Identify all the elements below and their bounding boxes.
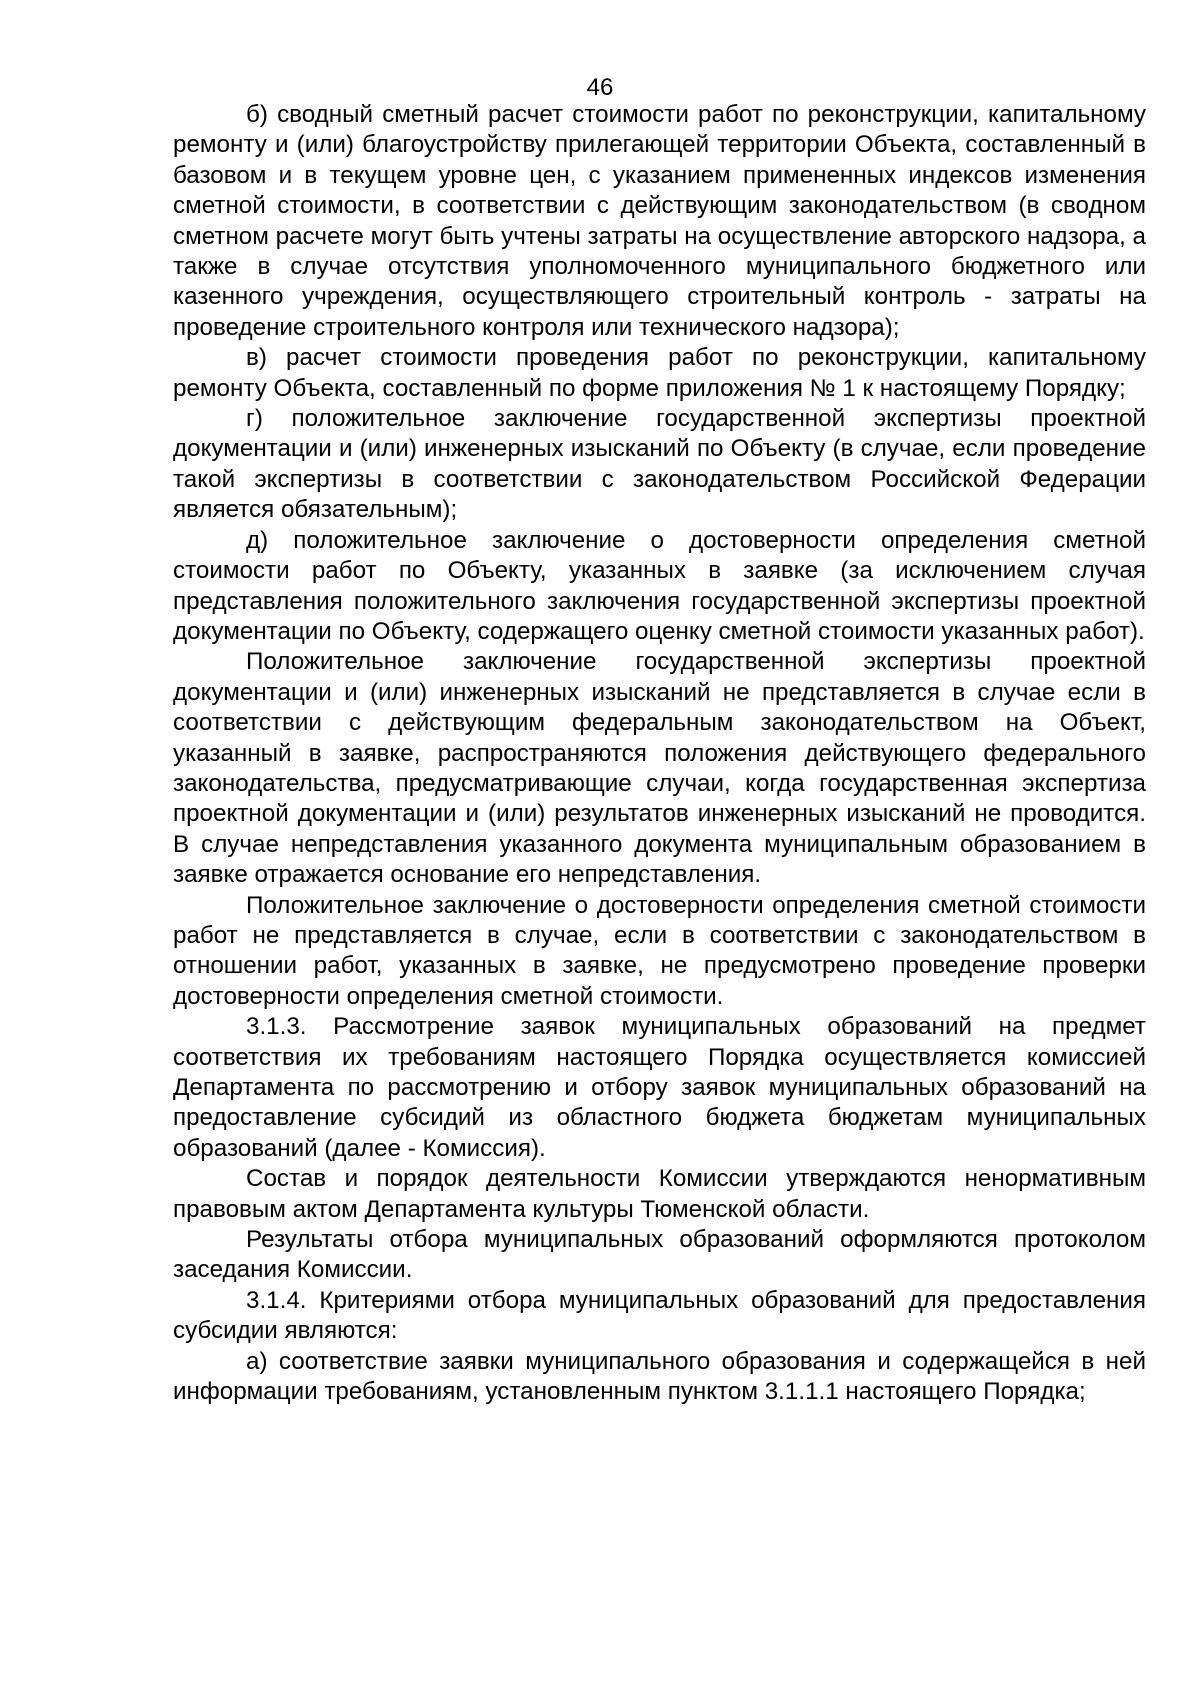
paragraph-b-summary-estimate: б) сводный сметный расчет стоимости работ по реконструкции, капитальному ремонту и (или) благоустройству прилегающей территории Объекта, составленный в базовом и в текущем уровне цен, с указанием примененных индексов изменения сметной стоимости, в соответствии с действующим законодательством (в сводном сметном расчете могут быть учтены затраты на осуществление авторского надзора, а также в случае отсутствия уполномоченного муниципального бюджетного или казенного учреждения, осуществляющего строительный контроль - затраты на проведение строительного контроля или технического надзора); (173, 101, 1146, 341)
paragraph-commission-composition: Состав и порядок деятельности Комиссии утверждаются ненормативным правовым актом Департамента культуры Тюменской области. (173, 1165, 1146, 1223)
paragraph-3-1-3-commission: 3.1.3. Рассмотрение заявок муниципальных образований на предмет соответствия их требованиям настоящего Порядка осуществляется комиссией Департамента по рассмотрению и отбору заявок муниципальных образований на предоставление субсидий из областного бюджета бюджетам муниципальных образований (далее - Комиссия). (173, 1013, 1146, 1162)
document-body (173, 100, 1146, 1407)
paragraph-expertise-not-required: Положительное заключение государственной экспертизы проектной документации и (или) инженерных изысканий не представляется в случае если в соответствии с действующим федеральным законодательством на Объект, указанный в заявке, распространяются положения действующего федерального законодательства, предусматривающие случаи, когда государственная экспертиза проектной документации и (или) результатов инженерных изысканий не проводится. В случае непредставления указанного документа муниципальным образованием в заявке отражается основание его непредставления. (173, 648, 1146, 889)
paragraph-g-state-expertise: г) положительное заключение государственной экспертизы проектной документации и (или) инженерных изысканий по Объекту (в случае, если проведение такой экспертизы в соответствии с законодательством Российской Федерации является обязательным); (173, 405, 1146, 524)
paragraph-reliability-not-required: Положительное заключение о достоверности определения сметной стоимости работ не представляется в случае, если в соответствии с законодательством в отношении работ, указанных в заявке, не предусмотрено проведение проверки достоверности определения сметной стоимости. (173, 891, 1146, 1010)
paragraph-a-compliance: а) соответствие заявки муниципального образования и содержащейся в ней информации требованиям, установленным пунктом 3.1.1.1 настоящего Порядка; (173, 1347, 1146, 1406)
page-number: 46 (586, 74, 614, 101)
paragraph-3-1-4-criteria: 3.1.4. Критериями отбора муниципальных образований для предоставления субсидии являются: (173, 1286, 1146, 1345)
paragraph-v-cost-calculation: в) расчет стоимости проведения работ по реконструкции, капитальному ремонту Объекта, составленный по форме приложения № 1 к настоящему Порядку; (173, 344, 1146, 402)
paragraph-d-estimate-reliability: д) положительное заключение о достоверности определения сметной стоимости работ по Объекту, указанных в заявке (за исключением случая представления положительного заключения государственной экспертизы проектной документации по Объекту, содержащего оценку сметной стоимости указанных работ). (173, 526, 1146, 645)
paragraph-selection-results: Результаты отбора муниципальных образований оформляются протоколом заседания Комиссии. (173, 1226, 1146, 1284)
